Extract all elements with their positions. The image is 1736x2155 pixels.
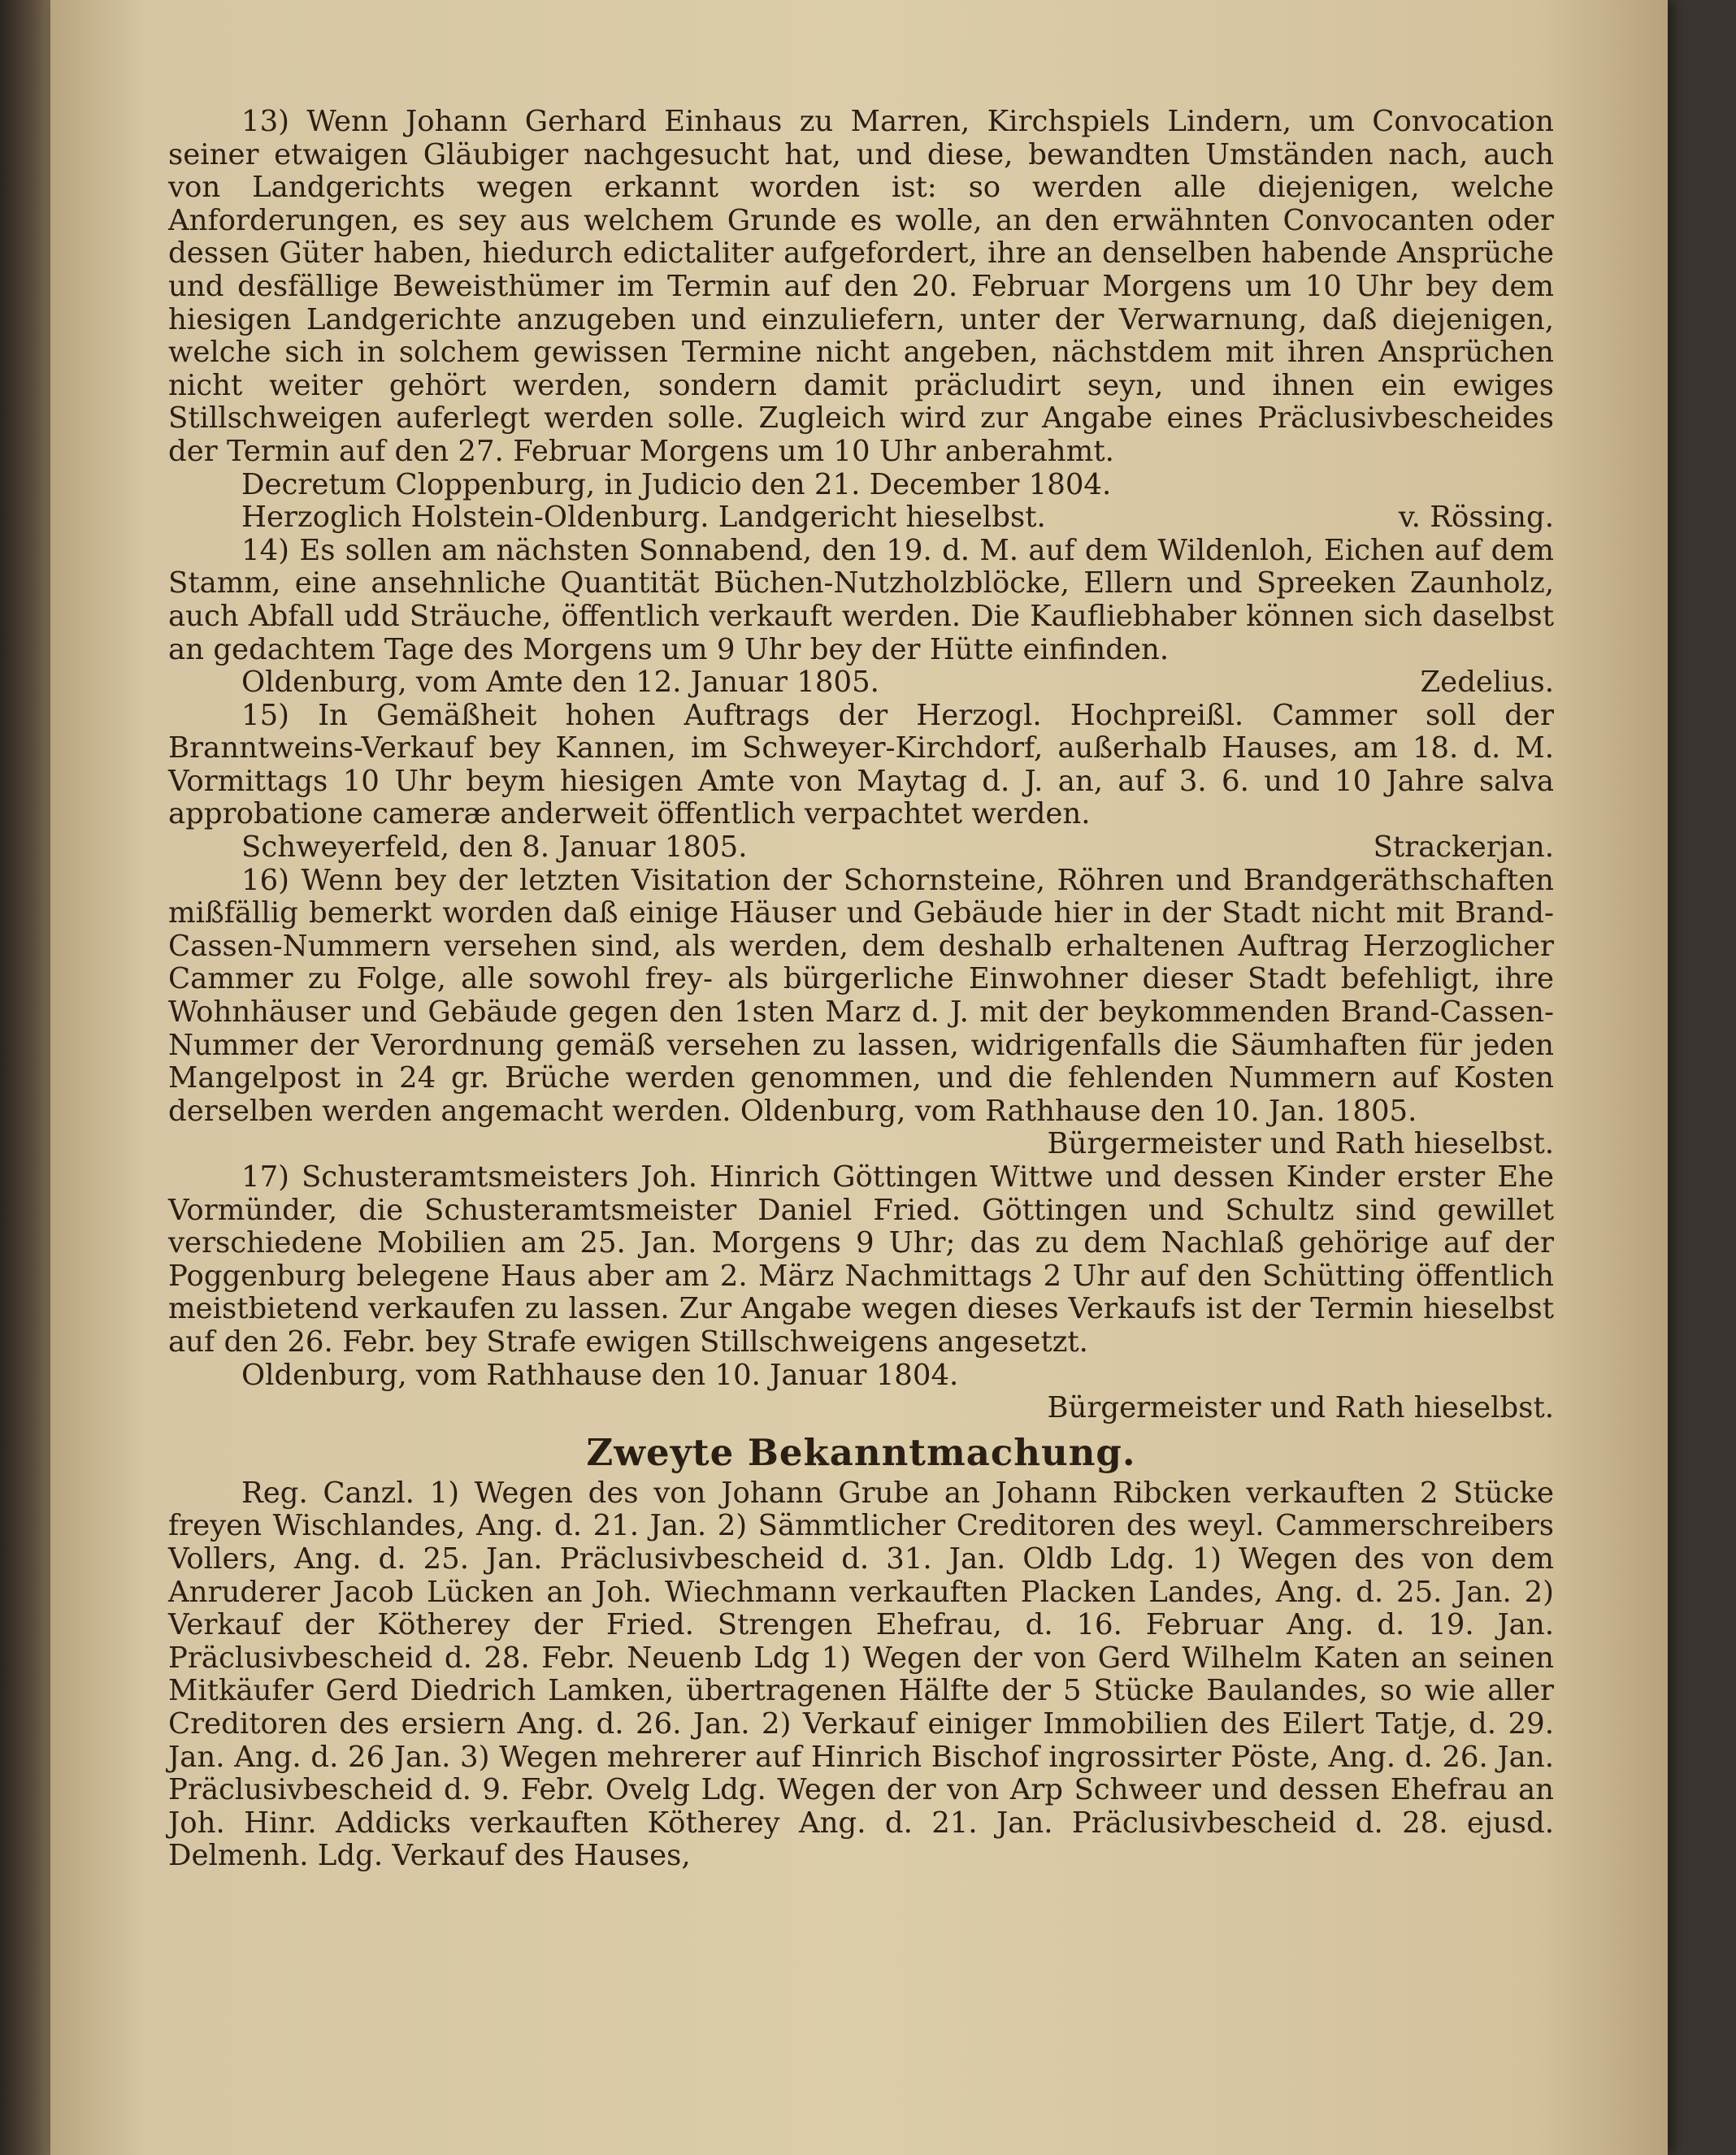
notice-15-signature-line bbox=[168, 831, 1554, 865]
second-announcement-text: Reg. Canzl. 1) Wegen des von Johann Grube an Johann Ribcken verkauften 2 Stücke freyen Wischlandes, Ang. d. 21. Jan. 2) Sämmtlicher Creditoren des weyl. Cammerschreibers Vollers, Ang. d. 25. Jan. Präclusivbescheid d. 31. Jan. Oldb Ldg. 1) Wegen des von dem Anruderer Jacob Lücken an Joh. Wiechmann verkauften Placken Landes, Ang. d. 25. Jan. 2) Verkauf der Kötherey der Fried. Strengen Ehefrau, d. 16. Februar Ang. d. 19. Jan. Präclusivbescheid d. 28. Febr. Neuenb Ldg 1) Wegen der von Gerd Wilhelm Katen an seinen Mitkäufer Gerd Diedrich Lamken, übertragenen Hälfte der 5 Stücke Baulandes, so wie aller Creditoren des ersiern Ang. d. 26. Jan. 2) Verkauf einiger Immobilien des Eilert Tatje, d. 29. Jan. Ang. d. 26 Jan. 3) Wegen mehrerer auf Hinrich Bischof ingrossirter Pöste, Ang. d. 26. Jan. Präclusivbescheid d. 9. Febr. Ovelg Ldg. Wegen der von Arp Schweer und dessen Ehefrau an Joh. Hinr. Addicks verkauften Kötherey Ang. d. 21. Jan. Präclusivbescheid d. 28. ejusd. Delmenh. Ldg. Verkauf des Hauses, bbox=[168, 1476, 1554, 1873]
notice-13-place-date: Decretum Cloppenburg, in Judicio den 21. December 1804. bbox=[241, 467, 1112, 501]
notice-14-signature: Zedelius. bbox=[1420, 666, 1554, 700]
notice-15-signature: Strackerjan. bbox=[1373, 830, 1554, 865]
notice-13-signature: v. Rössing. bbox=[1398, 501, 1554, 535]
notice-13-text: 13) Wenn Johann Gerhard Einhaus zu Marren, Kirchspiels Lindern, um Convocation seiner etwaigen Gläubiger nachgesucht hat, und diese, bewandten Umständen nach, auch von Landgerichts wegen erkannt worden ist: so werden alle diejenigen, welche Anforderungen, es sey aus welchem Grunde es wolle, an den erwähnten Convocanten oder dessen Güter haben, hiedurch edictaliter aufgefordert, ihre an denselben habende Ansprüche und desfällige Beweisthümer im Termin auf den 20. Februar Morgens um 10 Uhr bey dem hiesigen Landgerichte anzugeben und einzuliefern, unter der Verwarnung, daß diejenigen, welche sich in solchem gewissen Termine nicht angeben, nächstdem mit ihren Ansprüchen nicht weiter gehört werden, sondern damit präcludirt seyn, und ihnen ein ewiges Stillschweigen auferlegt werden solle. Zugleich wird zur Angabe eines Präclusivbescheides der Termin auf den 27. Februar Morgens um 10 Uhr anberahmt. bbox=[168, 105, 1554, 468]
notice-13-signature-line bbox=[168, 501, 1554, 535]
notice-16-signature: Bürgermeister und Rath hieselbst. bbox=[1047, 1127, 1554, 1161]
page-text bbox=[168, 106, 1554, 1873]
notice-14-place-date: Oldenburg, vom Amte den 12. Januar 1805. bbox=[241, 666, 879, 700]
book-spine bbox=[0, 0, 57, 2155]
notice-17-signature: Bürgermeister und Rath hieselbst. bbox=[1047, 1391, 1554, 1425]
notice-17-place-date: Oldenburg, vom Rathhause den 10. Januar 1804. bbox=[241, 1358, 959, 1392]
notice-14-text: 14) Es sollen am nächsten Sonnabend, den 19. d. M. auf dem Wildenloh, Eichen auf dem Stamm, eine ansehnliche Quantität Büchen-Nutzholzblöcke, Ellern und Spreeken Zaunholz, auch Abfall udd Sträuche, öffentlich verkauft werden. Die Kaufliebhaber können sich daselbst an gedachtem Tage des Morgens um 9 Uhr bey der Hütte einfinden. bbox=[168, 533, 1554, 666]
notice-16-text: 16) Wenn bey der letzten Visitation der Schornsteine, Röhren und Brandgeräthschaften mißfällig bemerkt worden daß einige Häuser und Gebäude hier in der Stadt nicht mit Brand-Cassen-Nummern versehen sind, als werden, dem deshalb erhaltenen Auftrag Herzoglicher Cammer zu Folge, alle sowohl frey- als bürgerliche Einwohner dieser Stadt befehligt, ihre Wohnhäuser und Gebäude gegen den 1sten Marz d. J. mit der beykommenden Brand-Cassen-Nummer der Verordnung gemäß versehen zu lassen, widrigenfalls die Säumhaften für jeden Mangelpost in 24 gr. Brüche werden genommen, und die fehlenden Nummern auf Kosten derselben werden angemacht werden. Oldenburg, vom Rathhause den 10. Jan. 1805. bbox=[168, 863, 1554, 1128]
notice-14-signature-line bbox=[168, 666, 1554, 700]
notice-17-text: 17) Schusteramtsmeisters Joh. Hinrich Göttingen Wittwe und dessen Kinder erster Ehe Vormünder, die Schusteramtsmeister Daniel Fried. Göttingen und Schultz sind gewillet verschiedene Mobilien am 25. Jan. Morgens 9 Uhr; das zu dem Nachlaß gehörige auf der Poggenburg belegene Haus aber am 2. März Nachmittags 2 Uhr auf den Schütting öffentlich meistbietend verkaufen zu lassen. Zur Angabe wegen dieses Verkaufs ist der Termin hieselbst auf den 26. Febr. bey Strafe ewigen Stillschweigens angesetzt. bbox=[168, 1160, 1554, 1359]
section-heading: Zweyte Bekanntmachung. bbox=[586, 1430, 1136, 1474]
notice-15-place-date: Schweyerfeld, den 8. Januar 1805. bbox=[241, 830, 748, 865]
document-page bbox=[50, 0, 1668, 2155]
notice-13-authority: Herzoglich Holstein-Oldenburg. Landgericht hieselbst. bbox=[241, 501, 1046, 535]
notice-15-text: 15) In Gemäßheit hohen Auftrags der Herzogl. Hochpreißl. Cammer soll der Branntweins-Verkauf bey Kannen, im Schweyer-Kirchdorf, außerhalb Hauses, am 18. d. M. Vormittags 10 Uhr beym hiesigen Amte von Maytag d. J. an, auf 3. 6. und 10 Jahre salva approbatione cameræ anderweit öffentlich verpachtet werden. bbox=[168, 698, 1554, 831]
